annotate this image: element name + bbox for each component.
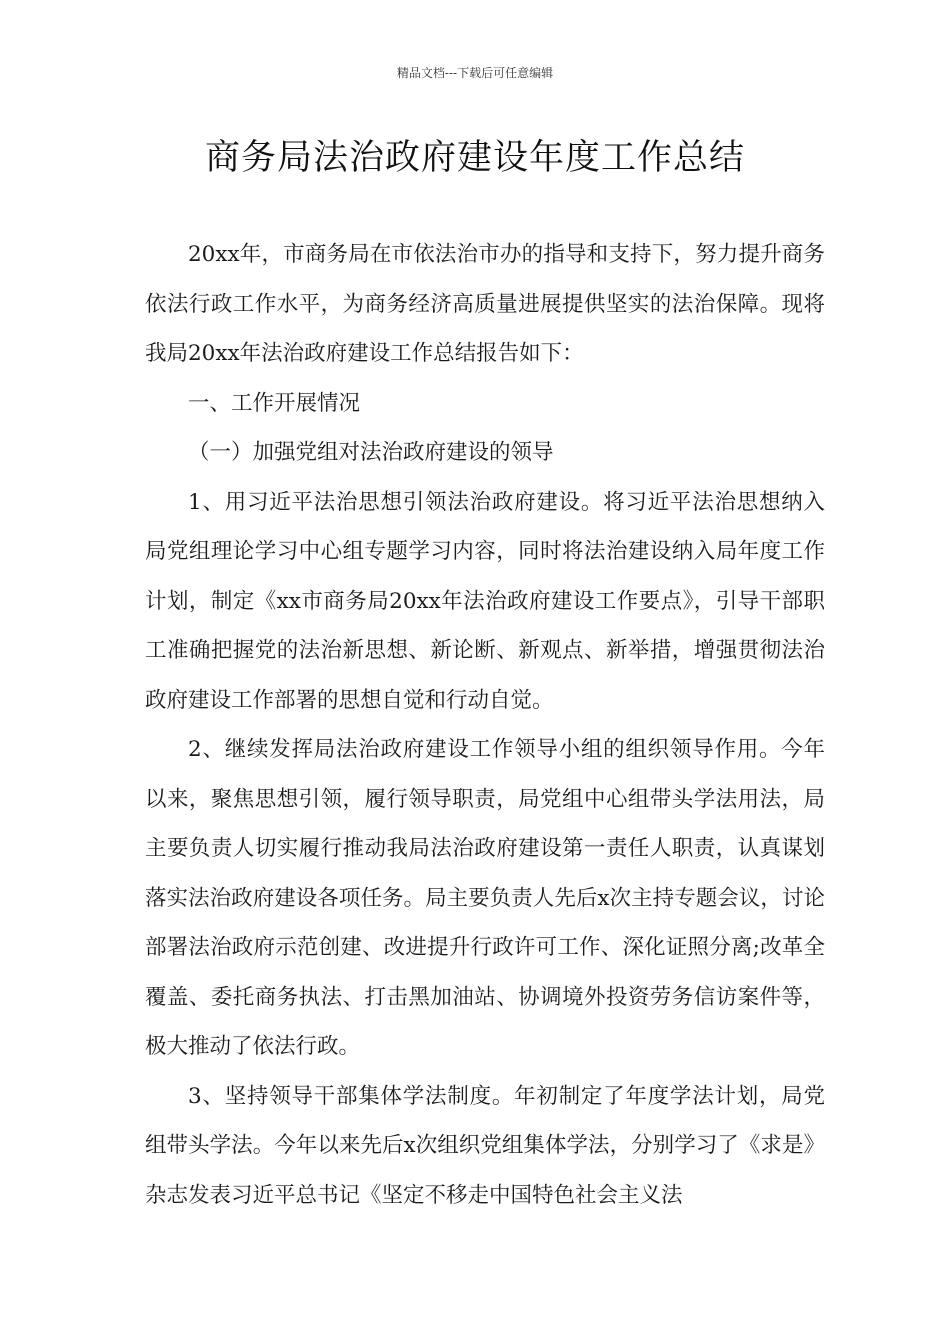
paragraph-intro: 20xx年，市商务局在市依法治市办的指导和支持下，努力提升商务依法行政工作水平，为商务经济高质量进展提供坚实的法治保障。现将我局20xx年法治政府建设工作总结报告如下：: [145, 242, 825, 366]
section-heading-1: 一、工作开展情况: [188, 390, 361, 416]
document-body: [145, 230, 825, 1220]
paragraph-item-1: 1、用习近平法治思想引领法治政府建设。将习近平法治思想纳入局党组理论学习中心组专题学习内容，同时将法治建设纳入局年度工作计划，制定《xx市商务局20xx年法治政府建设工作要点》，引导干部职工准确把握党的法治新思想、新论断、新观点、新举措，增强贯彻法治政府建设工作部署的思想自觉和行动自觉。: [145, 489, 825, 713]
subsection-heading-1: （一）加强党组对法治政府建设的领导: [188, 440, 554, 465]
paragraph-item-3: 3、坚持领导干部集体学法制度。年初制定了年度学法计划，局党组带头学法。今年以来先后x次组织党组集体学法，分别学习了《求是》杂志发表习近平总书记《坚定不移走中国特色社会主义法: [145, 1083, 825, 1208]
header-note: 精品文档---下载后可任意编辑: [396, 66, 554, 80]
paragraph-item-2: 2、继续发挥局法治政府建设工作领导小组的组织领导作用。今年以来，聚焦思想引领，履行领导职责，局党组中心组带头学法用法，局主要负责人切实履行推动我局法治政府建设第一责任人职责，认真谋划落实法治政府建设各项任务。局主要负责人先后x次主持专题会议，讨论部署法治政府示范创建、改进提升行政许可工作、深化证照分离;改革全覆盖、委托商务执法、打击黑加油站、协调境外投资劳务信访案件等，极大推动了依法行政。: [145, 737, 825, 1059]
document-title: 商务局法治政府建设年度工作总结: [204, 138, 745, 178]
